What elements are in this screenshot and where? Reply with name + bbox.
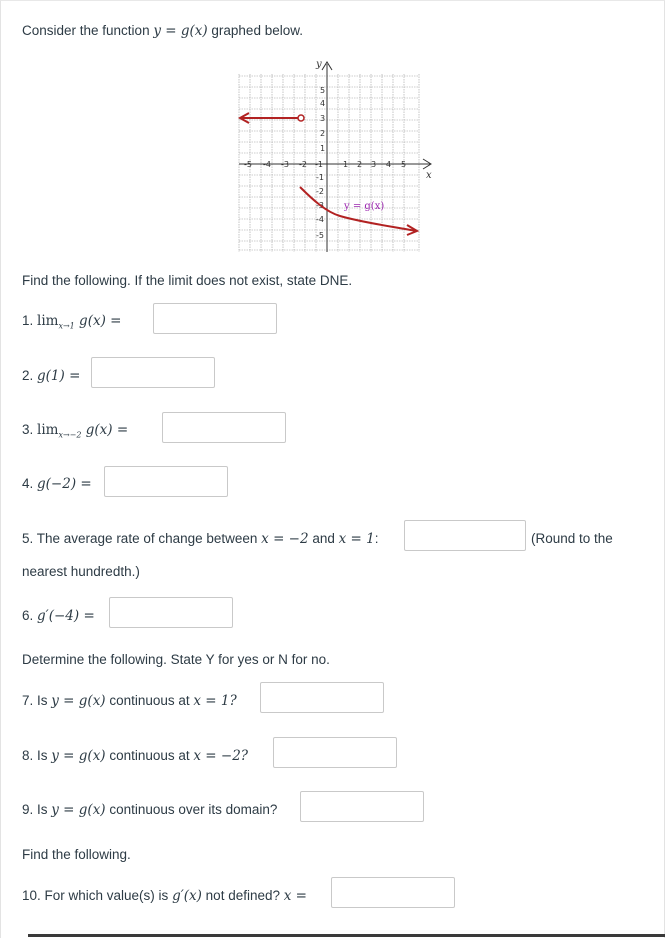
q2-answer-input[interactable] <box>91 357 215 388</box>
q3-label: 3. $\lim_{x\to-2} g(x)$ = <box>22 422 129 440</box>
x-axis-label: x <box>426 170 432 181</box>
x-tick-label: 5 <box>401 160 407 169</box>
q10-answer-input[interactable] <box>331 877 455 908</box>
q7-answer-input[interactable] <box>260 682 384 713</box>
x-tick-label: -2 <box>299 160 307 169</box>
q8-answer-input[interactable] <box>273 737 397 768</box>
q10-label: 10. For which value(s) is g′(x) not defined? x = <box>22 888 307 904</box>
curve-label: y = g(x) <box>344 201 385 212</box>
function-graph <box>236 56 436 256</box>
x-tick-label: -1 <box>315 160 323 169</box>
y-tick-label: 1 <box>320 144 326 153</box>
bottom-divider <box>28 934 665 937</box>
q1-label: 1. $\lim_{x\to 1} g(x)$ = <box>22 313 122 331</box>
function-curve <box>240 113 417 235</box>
q8-label: 8. Is y = g(x) continuous at x = −2? <box>22 748 249 764</box>
q1-answer-input[interactable] <box>153 303 277 334</box>
q4-answer-input[interactable] <box>104 466 228 497</box>
y-tick-label: -4 <box>316 215 324 224</box>
x-tick-label: -3 <box>281 160 289 169</box>
section-find-heading: Find the following. <box>22 847 131 862</box>
graph-axes <box>239 62 431 252</box>
intro-text: Consider the function y = g(x) graphed below. <box>22 23 303 39</box>
x-tick-label: 4 <box>386 160 392 169</box>
y-tick-label: -2 <box>316 187 324 196</box>
q4-label: 4. g(−2) = <box>22 476 92 492</box>
x-tick-label: -4 <box>263 160 271 169</box>
x-tick-label: 2 <box>357 160 363 169</box>
instructions: Find the following. If the limit does not exist, state DNE. <box>22 273 353 288</box>
q2-label: 2. g(1) = <box>22 368 81 384</box>
open-circle <box>298 115 304 121</box>
y-tick-label: -3 <box>316 201 324 210</box>
q5-round-note-cont: nearest hundredth.) <box>22 564 140 579</box>
q5-answer-input[interactable] <box>404 520 526 551</box>
q5-round-note: (Round to the <box>531 531 613 546</box>
section-yes-no-heading: Determine the following. State Y for yes or N for no. <box>22 652 330 667</box>
x-tick-label: 1 <box>343 160 349 169</box>
x-tick-label: -5 <box>244 160 252 169</box>
q5-label: 5. The average rate of change between x = −2 and x = 1: <box>22 531 379 547</box>
q9-answer-input[interactable] <box>300 791 424 822</box>
y-tick-label: 4 <box>320 99 326 108</box>
y-tick-label: 2 <box>320 129 326 138</box>
q6-label: 6. g′(−4) = <box>22 608 95 624</box>
y-tick-label: -1 <box>316 173 324 182</box>
y-tick-label: -5 <box>316 231 324 240</box>
q6-answer-input[interactable] <box>109 597 233 628</box>
y-tick-label: 3 <box>320 114 326 123</box>
y-axis-label: y <box>316 59 322 70</box>
y-tick-label: 5 <box>320 86 326 95</box>
q7-label: 7. Is y = g(x) continuous at x = 1? <box>22 693 237 709</box>
x-tick-label: 3 <box>371 160 377 169</box>
q3-answer-input[interactable] <box>162 412 286 443</box>
q9-label: 9. Is y = g(x) continuous over its domain? <box>22 802 278 818</box>
